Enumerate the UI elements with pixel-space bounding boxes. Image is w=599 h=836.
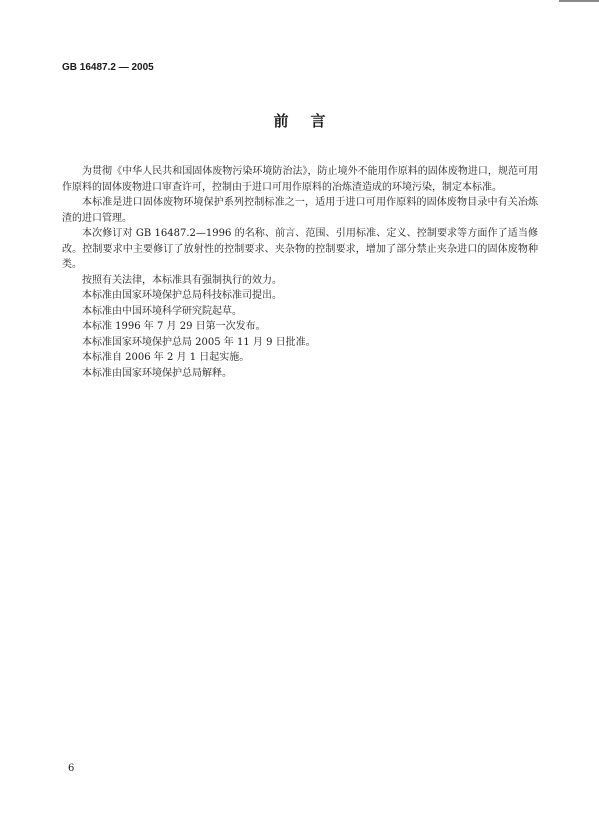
paragraph-proposer: 本标准由国家环境保护总局科技标准司提出。: [82, 290, 282, 301]
paragraph-revision: 本次修订对 GB 16487.2—1996 的名称、前言、范围、引用标准、定义、控制要求等方面作了适当修改。控制要求中主要修订了放射性的控制要求、夹杂物的控制要求，增加了部分禁止夹杂进口的固体废物种类。: [62, 228, 538, 270]
paragraph-legal-force: 按照有关法律，本标准具有强制执行的效力。: [82, 274, 282, 286]
paragraph-scope: 本标准是进口固体废物环境保护系列控制标准之一，适用于进口可用作原料的固体废物目录中有关冶炼渣的进口管理。: [62, 197, 538, 224]
paragraph-effective-date: 本标准自 2006 年 2 月 1 日起实施。: [82, 352, 250, 363]
scan-edge-mark: [559, 0, 599, 8]
paragraph-drafter: 本标准由中国环境科学研究院起草。: [82, 305, 242, 317]
page-number: 6: [68, 763, 75, 774]
paragraph-purpose: 为贯彻《中华人民共和国固体废物污染环境防治法》，防止境外不能用作原料的固体废物进口，规范可用作原料的固体废物进口审查许可，控制由于进口可用作原料的冶炼渣造成的环境污染，制定本标准。: [62, 166, 538, 193]
paragraph-first-issue: 本标准 1996 年 7 月 29 日第一次发布。: [82, 321, 266, 332]
page-title: 前言: [273, 112, 348, 130]
paragraph-interpretation: 本标准由国家环境保护总局解释。: [82, 367, 232, 379]
foreword-body: [62, 164, 538, 381]
standard-code: GB 16487.2 — 2005: [62, 62, 154, 73]
paragraph-approval: 本标准国家环境保护总局 2005 年 11 月 9 日批准。: [82, 336, 316, 348]
